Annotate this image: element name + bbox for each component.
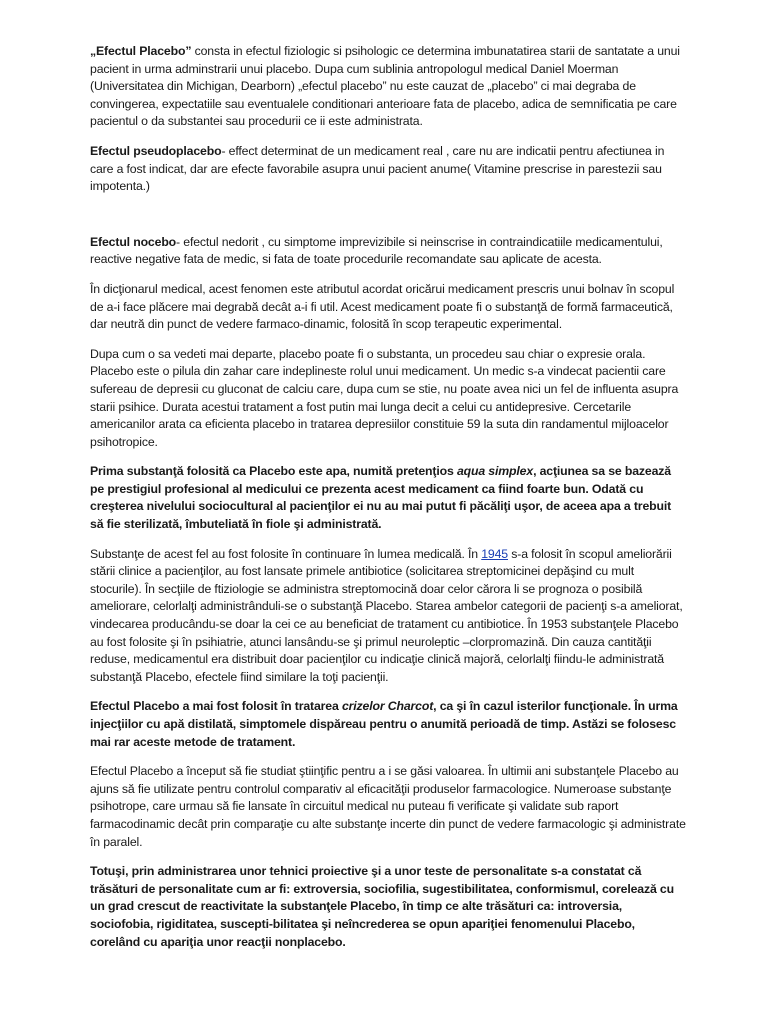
text-run: Dupa cum o sa vedeti mai departe, placebo poate fi o substanta, un procedeu sau chiar o expresie orala. Placebo este o pilula din zahar care indeplineste rolul unui medicament. Un medic s-a vindecat pacientii care sufereau de depresii cu gluconat de calciu care, dupa cum se stie, nu poate avea nici un fel de influenta asupra starii psihice. Durata acestui tratament a fost putin mai lunga decit a celui cu antidepresive. Cercetarile americanilor arata ca eficienta placebo in tratarea depresiilor constituie 59 la suta din randamentul mijloacelor psihotropice.: [90, 346, 679, 449]
paragraph-p10: [90, 863, 686, 951]
text-run: Totuşi, prin administrarea unor tehnici proiective şi a unor teste de personalitate s-a constatat că trăsături de personalitate cum ar fi: extroversia, sociofilia, sugestibilitatea, conformismul, corelează cu un grad crescut de reactivitate la substanţele Placebo, în timp ce alte trăsături ca: introversia, sociofobia, rigiditatea, suscepti-bilitatea şi neîncrederea se opun apariţiei fenomenului Placebo, corelând cu apariţia unor reacţii nonplacebo.: [90, 864, 674, 949]
paragraph-p6: [90, 463, 686, 533]
text-run: crizelor Charcot: [341, 699, 434, 714]
paragraph-p7: [90, 546, 686, 687]
paragraph-p1: [90, 43, 686, 131]
text-run: Efectul nocebo: [90, 234, 177, 249]
text-run: consta in efectul fiziologic si psihologic ce determina imbunatatirea starii de santatate a unui pacient in urma adminstrarii unui placebo. Dupa cum sublinia antropologul medical Daniel Moerman (Universitatea din Michigan, Dearborn) „efectul placebo” nu este cauzat de „placebo” ci mai degraba de convingerea, expectatiile sau eventualele conditionari anterioare fata de placebo, adica de semnificatia pe care pacientul o da substantei sau procedurii ce ii este administrata.: [90, 44, 680, 129]
paragraph-p5: [90, 346, 686, 452]
paragraph-p9: [90, 763, 686, 851]
text-run: Efectul Placebo a mai fost folosit în tratarea: [90, 699, 342, 714]
paragraph-p2: [90, 143, 686, 196]
text-run: „Efectul Placebo”: [90, 44, 192, 58]
paragraph-p8: [90, 698, 686, 751]
text-run: , ca şi în cazul isterilor funcţionale. În urma injecţiilor cu apă distilată, simptomele dispăreau pentru o anumită perioadă de timp. Astăzi se folosesc mai rar aceste metode de tratament.: [90, 699, 678, 749]
text-run: s-a folosit în scopul ameliorării stării clinice a pacienţilor, au fost lansate primele antibiotice (solicitarea streptomicinei depăşind cu mult stocurile). În secţiile de ftiziologie se administra streptomocină doar celor cărora li se prognoza o posibilă ameliorare, celorlalţi administrânduli-se o substanţă Placebo. Starea ambelor categorii de pacienţi s-a ameliorat, vindecarea producându-se doar la cei ce au beneficiat de tratament cu antibiotice. În 1953 substanţele Placebo au fost folosite şi în psihiatrie, atunci lansându-se şi primul neuroleptic –clorpromazină. Din cauza cantităţii reduse, medicamentul era distribuit doar pacienţilor cu indicaţie clinică majoră, celorlalţi fiindu-le administrată substanţă Placebo, efectele fiind similare la toţi pacienţii.: [90, 546, 683, 684]
text-run: Efectul Placebo a început să fie studiat ştiinţific pentru a i se găsi valoarea. În ultimii ani substanţele Placebo au ajuns să fie utilizate pentru controlul comparativ al eficacităţii produselor farmacologice. Numeroase substanţe psihotrope, care urmau să fie lansate în circuitul medical nu puteau fi verificate şi validate sub raport farmacodinamic decât prin comparaţie cu alte substanţe incerte din punct de vedere farmacologic şi administrate în paralel.: [90, 764, 686, 849]
text-run: - effect determinat de un medicament real , care nu are indicatii pentru afectiunea in care a fost indicat, dar are efecte favorabile asupra unui pacient anume( Vitamine prescrise in parestezii sau impotenta.): [90, 143, 665, 194]
text-run: Prima substanţă folosită ca Placebo este apa, numită pretenţios: [90, 464, 457, 479]
text-run: Substanţe de acest fel au fost folosite în continuare în lumea medicală. În: [90, 546, 482, 561]
year-link[interactable]: 1945: [481, 546, 508, 561]
text-run: , acţiunea sa se bazează pe prestigiul profesional al medicului ce prezenta acest medicament ca fiind foarte bun. Odată cu creşterea nivelului sociocultural al pacienţilor ei nu au mai putut fi păcăliţi uşor, de aceea apa a trebuit să fie sterilizată, îmbuteliată în fiole şi administrată.: [90, 464, 672, 532]
text-run: Efectul pseudoplacebo: [90, 143, 222, 158]
text-run: aqua simplex: [456, 464, 534, 479]
paragraph-p3: [90, 234, 686, 269]
paragraph-p4: [90, 281, 686, 334]
text-run: - efectul nedorit , cu simptome imprevizibile si neinscrise in contraindicatiile medicamentului, reactive negative fata de medic, si fata de toate procedurile recomandate sau aplicate de acesta.: [90, 234, 663, 267]
text-run: În dicţionarul medical, acest fenomen este atributul acordat oricărui medicament prescris unui bolnav în scopul de a-i face plăcere mai degrabă decât a-i fi util. Acest medicament poate fi o substanţă de formă farmaceutică, dar neutră din punct de vedere farmaco-dinamic, folosită în scop terapeutic experimental.: [90, 281, 675, 332]
